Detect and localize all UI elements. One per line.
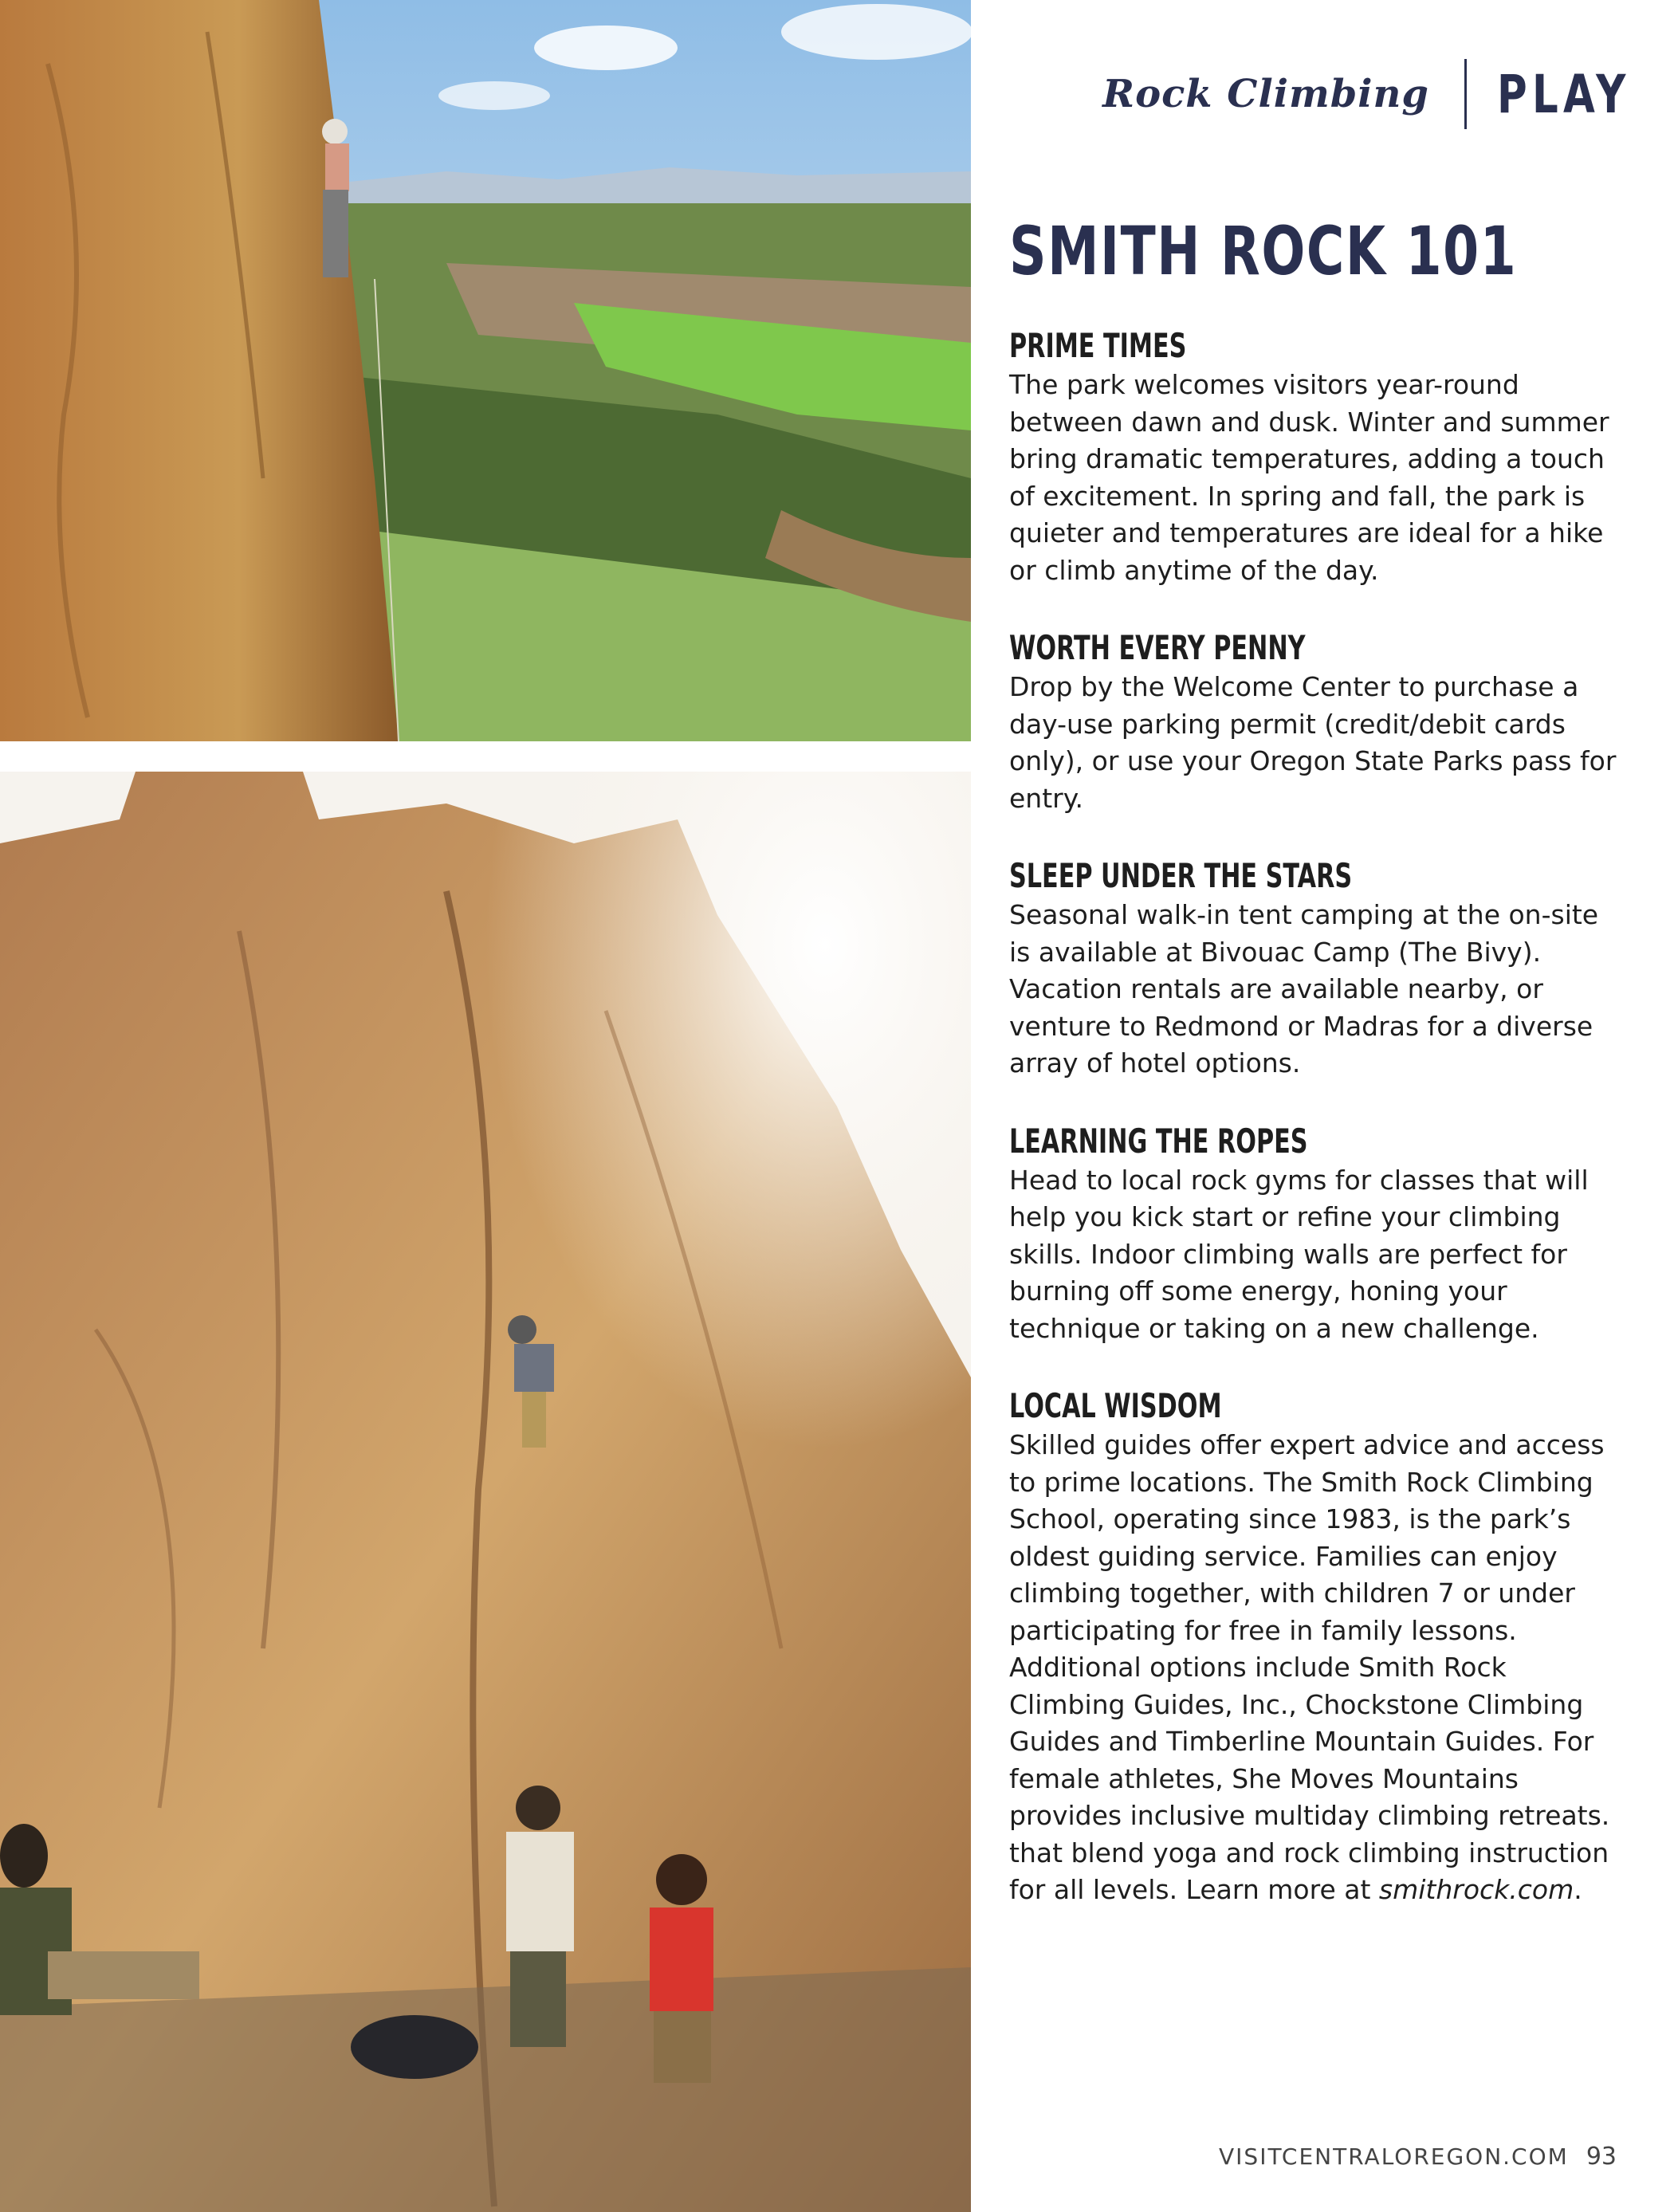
section-body: Seasonal walk-in tent camping at the on-site is available at Bivouac Camp (The Bivy). Vacation rentals are available nearby, or venture to Redmond or Madras for a diverse array of hotel options. — [1009, 899, 1599, 1078]
section-heading: LEARNING THE ROPES — [1009, 1121, 1308, 1161]
section-heading: LOCAL WISDOM — [1009, 1386, 1222, 1425]
section-body: The park welcomes visitors year-round between dawn and dusk. Winter and summer bring dramatic temperatures, adding a touch of excitement. In spring and fall, the park is quieter and temperatures are ideal for a hike or climb anytime of the day. — [1009, 369, 1609, 586]
photo-group-climbing-image — [0, 772, 971, 2212]
section-prime-times — [1009, 325, 1623, 589]
section-worth-every-penny — [1009, 627, 1623, 817]
smithrock-link[interactable]: smithrock.com — [1378, 1874, 1574, 1905]
section-body: Drop by the Welcome Center to purchase a day-use parking permit (credit/debit cards only), or use your Oregon State Parks pass for entry. — [1009, 671, 1617, 814]
section-body-text: Skilled guides offer expert advice and access to prime locations. The Smith Rock Climbing School, operating since 1983, is the park’s oldest guiding service. Families can enjoy climbing together, with children 7 or under participating for free in family lessons. Additional options include Smith Rock Climbing Guides, Inc., Chockstone Climbing Guides and Timberline Mountain Guides. For female athletes, She Moves Mountains provides inclusive multiday climbing retreats. that blend yoga and rock climbing instruction for all levels. Learn more at — [1009, 1429, 1610, 1905]
page-header — [1102, 57, 1631, 131]
photo-climber-valley — [0, 0, 971, 741]
section-heading: WORTH EVERY PENNY — [1009, 628, 1306, 667]
section-heading: SLEEP UNDER THE STARS — [1009, 856, 1353, 895]
footer-site: VISITCENTRALOREGON.COM — [1219, 2143, 1569, 2170]
article — [1009, 207, 1623, 1947]
section-local-wisdom — [1009, 1385, 1623, 1909]
section-learning-the-ropes — [1009, 1121, 1623, 1348]
page-footer — [1219, 2143, 1617, 2171]
section-label: Rock Climbing — [1102, 72, 1429, 116]
photo-climber-valley-image — [0, 0, 971, 741]
section-heading: PRIME TIMES — [1009, 326, 1187, 365]
section-body: Head to local rock gyms for classes that will help you kick start or refine your climbing skills. Indoor climbing walls are perfect for burning off some energy, honing your technique or taking on a new challenge. — [1009, 1164, 1589, 1344]
photo-group-climbing — [0, 772, 971, 2212]
page-number: 93 — [1586, 2143, 1617, 2171]
section-body — [1009, 1427, 1623, 1909]
section-sleep-under-the-stars — [1009, 855, 1623, 1082]
header-divider — [1464, 59, 1467, 129]
article-title: SMITH ROCK 101 — [1009, 212, 1518, 290]
section-body-end: . — [1574, 1874, 1582, 1905]
category-label: PLAY — [1497, 63, 1631, 125]
